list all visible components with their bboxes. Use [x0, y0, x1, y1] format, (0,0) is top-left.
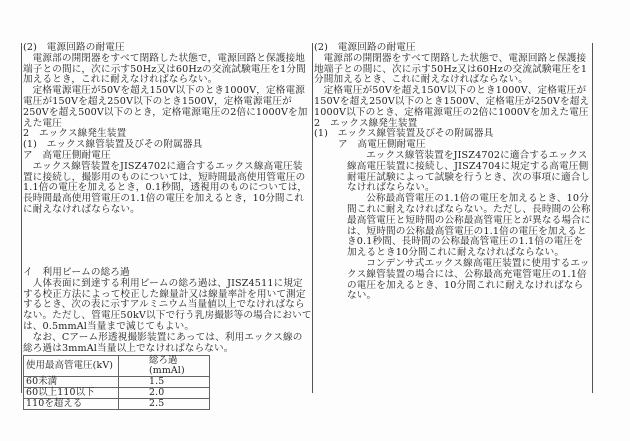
paragraph: 電源部の開閉器をすべて閉路した状態で，電源回路と保護接地端子との間に，次に示す50Hz又は60Hzの交流試験電圧を1分間加えるとき，これに耐えなければならない。 [23, 52, 306, 86]
left-border [21, 43, 22, 393]
paragraph: エックス線管装置をJISZ4702に適合するエックス線高電圧装置に接続し、JISZ4704に規定する高電圧側耐電圧試験によって試験を行うとき、次の事項に適合しなければならない。 [347, 149, 591, 194]
right-border [592, 43, 593, 393]
filtration-table [23, 355, 210, 410]
paragraph: 定格電源電圧が50Vを超え150V以下のとき1000V，定格電源電圧が150Vを超え250V以下のとき1500V，定格電源電圧が250Vを超え500V以下のとき，定格電源電圧の2倍に1000Vを加えた電圧 [23, 85, 308, 129]
table-cell: 60未満 [24, 377, 119, 388]
table-cell: 2.0 [119, 388, 210, 399]
subsection-heading: (1) エックス線管装置及びその附属器具 [23, 139, 203, 151]
item-heading: ア 高電圧側耐電圧 [23, 149, 111, 161]
section-heading: 2 エックス線発生装置 [23, 128, 127, 140]
paragraph: エックス線管装置をJISZ4702に適合するエックス線高電圧装置に接続し，撮影用のものについては，短時間最高使用管電圧の1.1倍の電圧を加えるとき，0.1秒間，透視用のものについては，長時間最高使用管電圧の1.1倍の電圧を加えるとき，10分間これに耐えなければならない。 [23, 160, 308, 215]
table-cell: 110を超える [24, 399, 119, 410]
item-heading: イ 利用ビームの総ろ過 [23, 267, 130, 278]
table-header-row [24, 356, 210, 377]
table-header: 使用最高管電圧(kV) [24, 356, 119, 377]
subsection-heading: (1) エックス線管装置及びその附属器具 [314, 128, 494, 140]
table-cell: 60以上110以下 [24, 388, 119, 399]
item-heading: ア 高電圧側耐電圧 [338, 139, 426, 151]
column-divider [312, 43, 313, 393]
section-heading: 2 エックス線発生装置 [314, 117, 418, 129]
table-row [24, 399, 210, 410]
paragraph: 公称最高管電圧の1.1倍の電圧を加えるとき、10分間これに耐えなければならない。ただし、長時間の公称最高管電圧と短時間の公称最高管電圧とが異なる場合には、短時間の公称最高管電圧の1.1倍の電圧を加えるとき0.1秒間、長時間の公称最高管電圧の1.1倍の電圧を加えるとき10分間これに耐えなければならない。 [347, 193, 591, 259]
paragraph: 電源部の開閉器をすべて閉路した状態で、電源回路と保護接地端子との間に、次に示す50Hz又は60Hzの交流試験電圧を1分間加えるとき、これに耐えなければならない。 [314, 52, 588, 86]
paragraph: コンデンサ式エックス線高電圧装置に使用するエックス線管装置の場合には、公称最高充電管電圧の1.1倍の電圧を加えるとき、10分間これに耐えなければならない。 [347, 257, 590, 302]
table-cell: 2.5 [119, 399, 210, 410]
left-column-top [23, 43, 312, 216]
heading: (2) 電源回路の耐電圧 [23, 42, 125, 53]
heading: (2) 電源回路の耐電圧 [314, 42, 416, 53]
right-column [314, 43, 592, 302]
table-header: 総ろ過(mmAl) [119, 356, 210, 377]
left-column-bottom [23, 268, 312, 410]
table-cell: 1.5 [119, 377, 210, 388]
paragraph: 人体表面に到達する利用ビームの総ろ過は、JISZ4511に規定する校正方法によって校正した線量計又は線量率計を用いて測定するとき、次の表に示すアルミニウム当量値以上でなければならない。ただし、管電圧50kV以下で行う乳房撮影等の場合においては、0.5mmAl当量まで減じてもよい。 [23, 277, 312, 332]
paragraph: 定格電圧が50Vを超え150V以下のとき1000V、定格電圧が150Vを超え250V以下のとき1500V、定格電圧が250Vを超え1000V以下のとき、定格電源電圧の2倍に1000Vを加えた電圧 [314, 85, 590, 118]
paragraph: なお、Cアーム形透視撮影装置にあっては、利用エックス線の総ろ過は3mmAl当量以上でなければならない。 [23, 331, 303, 354]
